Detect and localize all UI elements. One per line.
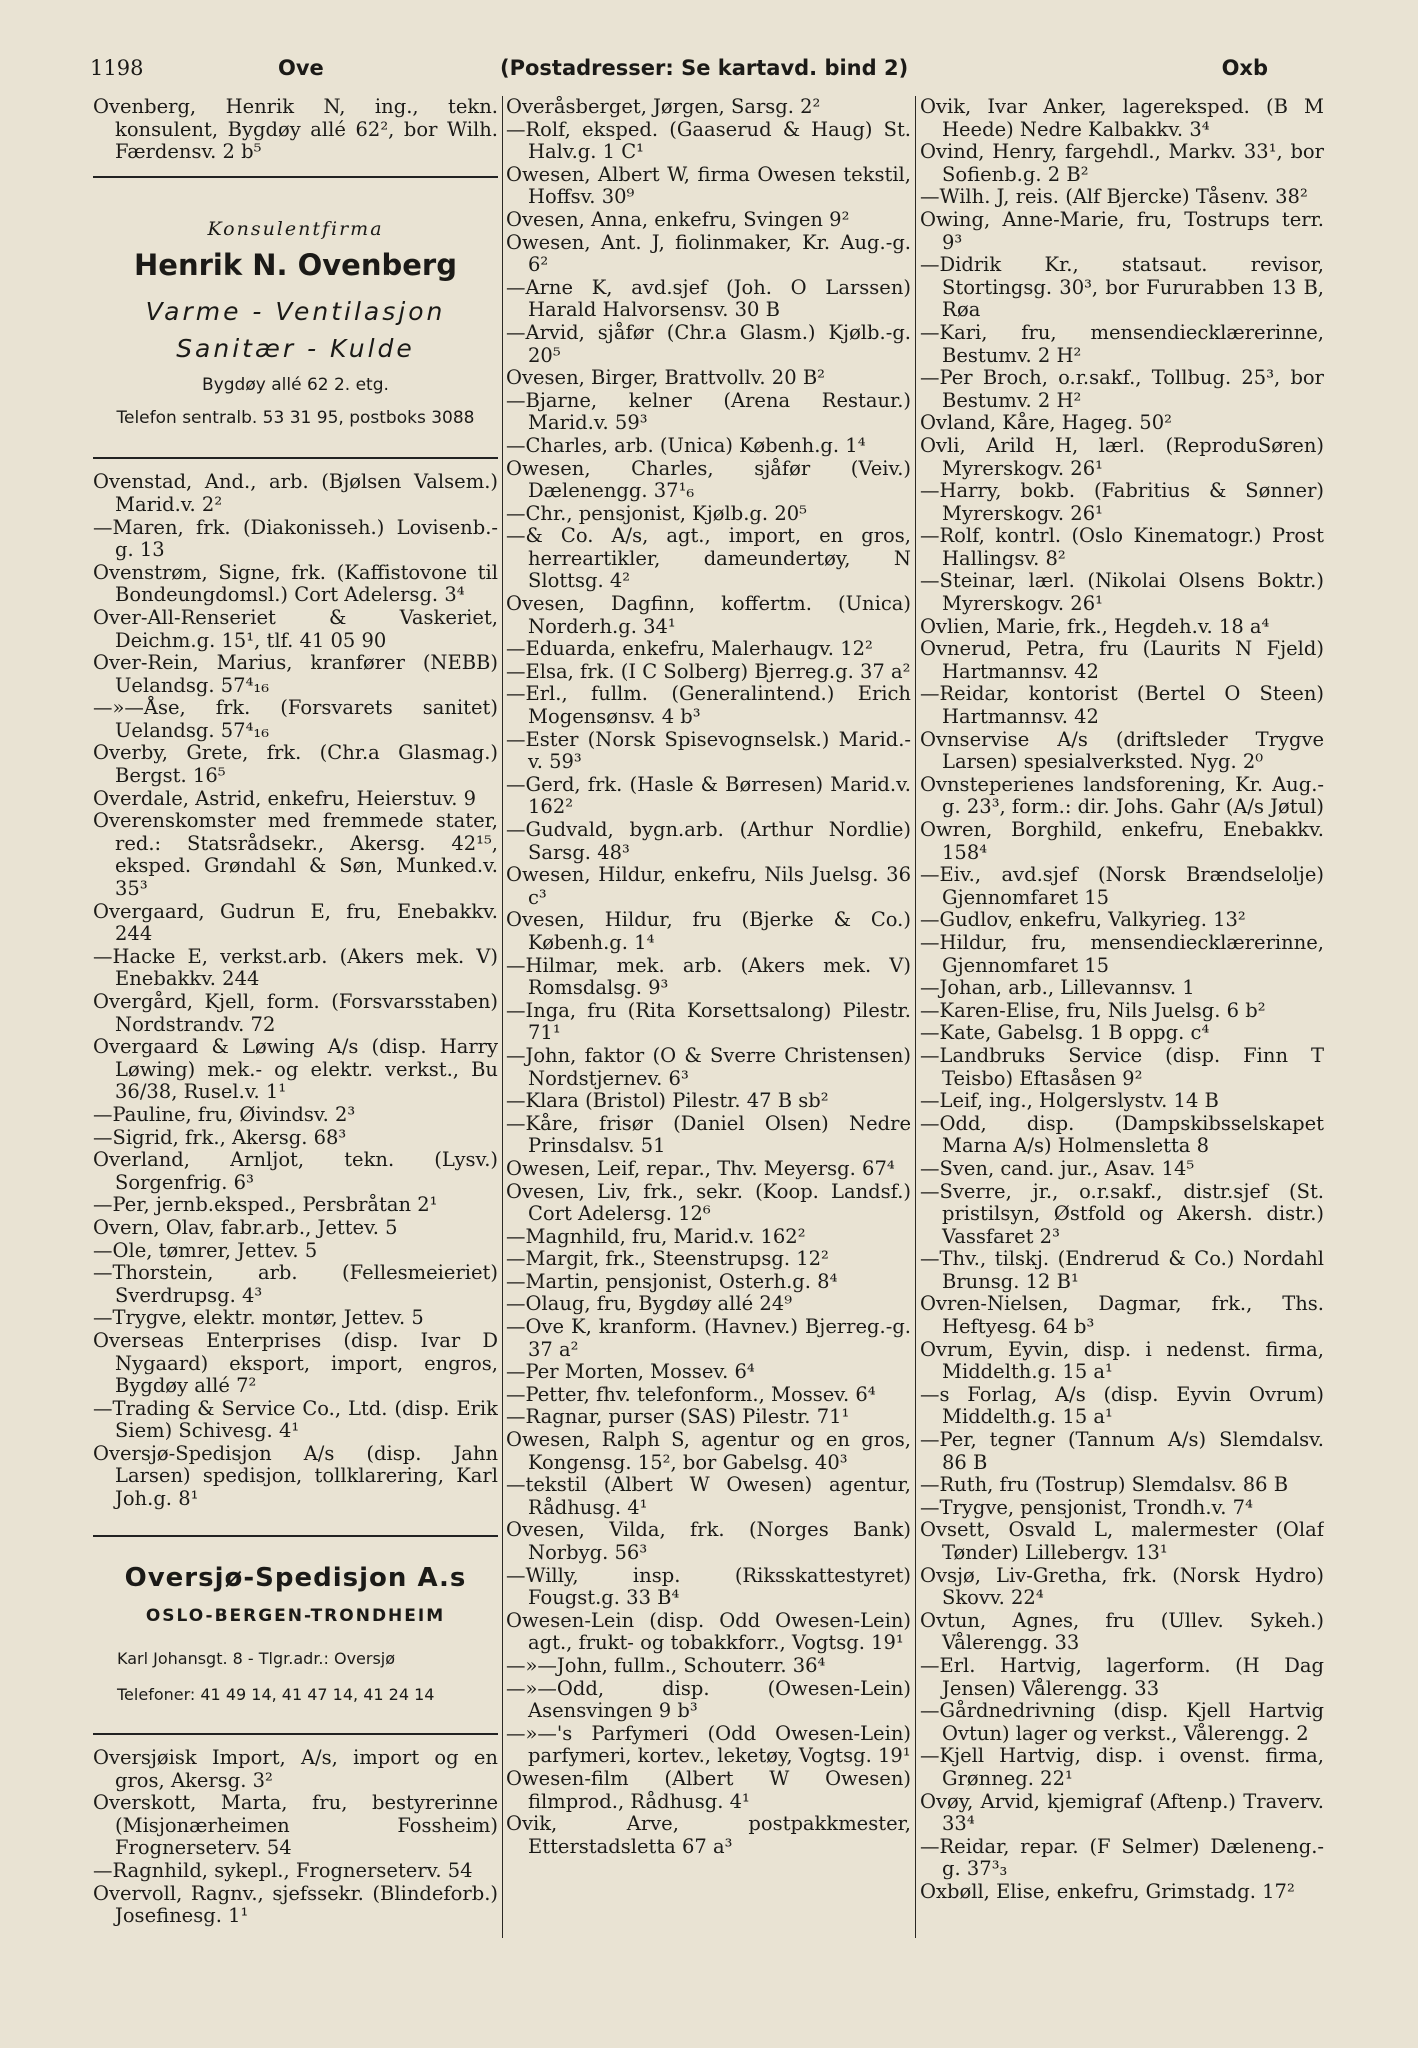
ad-line: Sanitær - Kulde — [176, 333, 415, 363]
ad-phone: Telefon sentralb. 53 31 95, postboks 3088 — [116, 407, 475, 428]
directory-entry: —Arne K, avd.sjef (Joh. O Larssen) Harald Halvorsensv. 30 B — [506, 275, 911, 322]
column-divider — [915, 96, 916, 1938]
directory-entry: —Pauline, fru, Øivindsv. 2³ — [93, 1102, 356, 1126]
ad-company-name: Henrik N. Ovenberg — [134, 248, 457, 283]
directory-entry: —Erl. Hartvig, lagerform. (H Dag Jensen) Vålerengg. 33 — [920, 1653, 1324, 1700]
directory-entry: —Charles, arb. (Unica) Københ.g. 1⁴ — [506, 433, 866, 457]
directory-entry: —Thorstein, arb. (Fellesmeieriet) Sverdrupsg. 4³ — [93, 1261, 498, 1307]
directory-entry: Owesen, Albert W, firma Owesen tekstil, Hoffsv. 30⁹ — [506, 162, 911, 209]
divider — [93, 457, 498, 459]
directory-entry: —Rolf, kontrl. (Oslo Kinematogr.) Prost Hallingsv. 8² — [920, 524, 1324, 570]
directory-entry: —Eiv., avd.sjef (Norsk Brændselolje) Gjennomfaret 15 — [920, 863, 1324, 909]
guide-word-right: Oxb — [1221, 56, 1268, 80]
directory-entry: —Steinar, lærl. (Nikolai Olsens Boktr.) Myrerskogv. 26¹ — [920, 569, 1324, 616]
directory-entry: —Hacke E, verkst.arb. (Akers mek. V) Enebakkv. 244 — [93, 944, 498, 991]
directory-entry: —Ragnar, purser (SAS) Pilestr. 71¹ — [506, 1405, 850, 1429]
column-divider — [502, 96, 503, 1938]
directory-entry: Owesen, Hildur, enkefru, Nils Juelsg. 36 c³ — [506, 863, 911, 909]
directory-entry: Ovesen, Hildur, fru (Bjerke & Co.) Københ.g. 1⁴ — [506, 908, 911, 954]
ad-cities: OSLO-BERGEN-TRONDHEIM — [145, 1606, 446, 1627]
ad-phone: Telefoner: 41 49 14, 41 47 14, 41 24 14 — [117, 1685, 435, 1705]
directory-entry: —Karen-Elise, fru, Nils Juelsg. 6 b² — [920, 998, 1266, 1022]
directory-entry: Overseas Enterprises (disp. Ivar D Nygaard) eksport, import, engros, Bygdøy allé 7² — [93, 1328, 498, 1398]
divider — [93, 176, 498, 178]
directory-entry: —Thv., tilskj. (Endrerud & Co.) Nordahl Brunsg. 12 B¹ — [920, 1247, 1324, 1293]
directory-entry: Ovnsteperienes landsforening, Kr. Aug.-g. 23³, form.: dir. Johs. Gahr (A/s Jøtul) — [920, 772, 1324, 819]
header-note: (Postadresser: Se kartavd. bind 2) — [500, 56, 909, 80]
directory-entry: Owren, Borghild, enkefru, Enebakkv. 158⁴ — [920, 818, 1324, 864]
column-2 — [506, 96, 911, 1938]
directory-entry: —Ragnhild, sykepl., Frognerseterv. 54 — [93, 1859, 473, 1882]
ad-company-name: Oversjø-Spedisjon A.s — [124, 1562, 467, 1593]
directory-entry: Ovlien, Marie, frk., Hegdeh.v. 18 a⁴ — [920, 614, 1270, 638]
directory-entry: Ovøy, Arvid, kjemigraf (Aftenp.) Traverv. 33⁴ — [920, 1789, 1324, 1836]
directory-entry: Ovesen, Anna, enkefru, Svingen 9² — [506, 207, 850, 231]
directory-entry: —Ester (Norsk Spisevognselsk.) Marid.-v. 59³ — [506, 727, 911, 774]
page-header — [90, 56, 1328, 86]
directory-entry: Overn, Olav, fabr.arb., Jettev. 5 — [93, 1215, 398, 1239]
directory-entry: —Klara (Bristol) Pilestr. 47 B sb² — [506, 1089, 829, 1113]
directory-entry: —Gerd, frk. (Hasle & Børresen) Marid.v. 162² — [506, 772, 911, 819]
directory-entry: Ovesen, Dagfinn, koffertm. (Unica) Norderh.g. 34¹ — [506, 592, 911, 638]
ad-line: Konsulentfirma — [207, 217, 384, 240]
directory-entry: Ovnservise A/s (driftsleder Trygve Larsen) spesialverksted. Nyg. 2⁰ — [920, 727, 1324, 774]
directory-entry: —Trading & Service Co., Ltd. (disp. Erik Siem) Schivesg. 4¹ — [93, 1396, 498, 1443]
directory-entry: —John, faktor (O & Sverre Christensen) Nordstjernev. 6³ — [506, 1043, 911, 1090]
directory-entry: Oxbøll, Elise, enkefru, Grimstadg. 17² — [920, 1879, 1295, 1903]
directory-entry: —Trygve, elektr. montør, Jettev. 5 — [93, 1306, 424, 1330]
directory-entry: Oversjø-Spedisjon A/s (disp. Jahn Larsen) spedisjon, tollklarering, Karl Joh.g. 8¹ — [93, 1441, 498, 1511]
page-number: 1198 — [90, 56, 144, 80]
directory-entry: —Ole, tømrer, Jettev. 5 — [93, 1238, 318, 1262]
directory-entry: Overdale, Astrid, enkefru, Heierstuv. 9 — [93, 786, 477, 810]
directory-entry: —Kåre, frisør (Daniel Olsen) Nedre Prinsdalsv. 51 — [506, 1111, 911, 1158]
directory-entry: Over-Rein, Marius, kranfører (NEBB) Uelandsg. 57⁴₁₆ — [93, 651, 498, 697]
directory-entry: Owesen, Ralph S, agentur og en gros, Kongensg. 15², bor Gabelsg. 40³ — [506, 1428, 911, 1474]
directory-entry: —Rolf, eksped. (Gaaserud & Haug) St. Halv.g. 1 C¹ — [506, 117, 911, 164]
advertisement-oversjo — [93, 1549, 498, 1721]
directory-entry: Overby, Grete, frk. (Chr.a Glasmag.) Bergst. 16⁵ — [93, 741, 498, 788]
directory-entry: —Elsa, frk. (I C Solberg) Bjerreg.g. 37 a² — [506, 659, 911, 683]
directory-entry: Overenskomster med fremmede stater, red.: Statsrådsekr., Akersg. 42¹⁵, eksped. Grøndahl & Søn, Munked.v. 35³ — [93, 809, 498, 901]
directory-entry: —Landbruks Service (disp. Finn T Teisbo) Eftasåsen 9² — [920, 1043, 1324, 1090]
directory-entry: —Arvid, sjåfør (Chr.a Glasm.) Kjølb.-g. 20⁵ — [506, 320, 911, 367]
directory-entry: Ovenstrøm, Signe, frk. (Kaffistovone til Bondeungdomsl.) Cort Adelersg. 3⁴ — [93, 560, 498, 607]
directory-entry: —Margit, frk., Steenstrupsg. 12² — [506, 1247, 829, 1271]
directory-entry: —Per Morten, Mossev. 6⁴ — [506, 1360, 755, 1384]
directory-entry: Owesen, Leif, repar., Thv. Meyersg. 67⁴ — [506, 1156, 895, 1180]
directory-entry: —Gudlov, enkefru, Valkyrieg. 13² — [920, 908, 1246, 932]
directory-entry: —Wilh. J, reis. (Alf Bjercke) Tåsenv. 38² — [920, 185, 1308, 209]
directory-entry: —Reidar, repar. (F Selmer) Dæleneng.-g. 37³₃ — [920, 1834, 1324, 1881]
advertisement-ovenberg — [93, 190, 498, 446]
directory-entry: Ovsett, Osvald L, malermester (Olaf Tønder) Lillebergv. 13¹ — [920, 1518, 1324, 1564]
directory-entry: Ovsjø, Liv-Gretha, frk. (Norsk Hydro) Skovv. 22⁴ — [920, 1563, 1324, 1610]
directory-entry: —Gudvald, bygn.arb. (Arthur Nordlie) Sarsg. 48³ — [506, 818, 911, 864]
directory-entry: Ovland, Kåre, Hageg. 50² — [920, 411, 1172, 435]
directory-entry: —Petter, fhv. telefonform., Mossev. 6⁴ — [506, 1382, 876, 1406]
directory-entry: —Ruth, fru (Tostrup) Slemdalsv. 86 B — [920, 1473, 1289, 1497]
directory-entry: —tekstil (Albert W Owesen) agentur, Rådhusg. 4¹ — [506, 1473, 911, 1519]
directory-entry: Overland, Arnljot, tekn. (Lysv.) Sorgenfrig. 6³ — [93, 1148, 498, 1194]
directory-entry: Over-All-Renseriet & Vaskeriet, Deichm.g. 15¹, tlf. 41 05 90 — [93, 605, 498, 652]
directory-entry: —Leif, ing., Holgerslystv. 14 B — [920, 1089, 1219, 1113]
directory-entry: —Erl., fullm. (Generalintend.) Erich Mogensønsv. 4 b³ — [506, 682, 911, 729]
directory-entry: —Martin, pensjonist, Osterh.g. 8⁴ — [506, 1269, 838, 1293]
directory-entry: —Didrik Kr., statsaut. revisor, Stortingsg. 30³, bor Fururabben 13 B, Røa — [920, 253, 1324, 322]
directory-entry: Ovrum, Eyvin, disp. i nedenst. firma, Middelth.g. 15 a¹ — [920, 1337, 1324, 1384]
directory-entry: —Per, tegner (Tannum A/s) Slemdalsv. 86 B — [920, 1428, 1324, 1474]
directory-entry: Ovesen, Liv, frk., sekr. (Koop. Landsf.) Cort Adelersg. 12⁶ — [506, 1179, 911, 1226]
directory-entry: —Bjarne, kelner (Arena Restaur.) Marid.v. 59³ — [506, 388, 911, 435]
directory-entry: —Gårdnedrivning (disp. Kjell Hartvig Ovtun) lager og verkst., Vålerengg. 2 — [920, 1699, 1324, 1745]
directory-entry: Overgaard, Gudrun E, fru, Enebakkv. 244 — [93, 899, 498, 946]
directory-entry: —Kari, fru, mensendiecklærerinne, Bestumv. 2 H² — [920, 320, 1324, 367]
directory-entry: Overgaard & Løwing A/s (disp. Harry Løwing) mek.- og elektr. verkst., Bu 36/38, Rusel.v. 1¹ — [93, 1035, 498, 1104]
directory-entry: Overgård, Kjell, form. (Forsvarsstaben) Nordstrandv. 72 — [93, 990, 498, 1036]
directory-entry: —Per Broch, o.r.sakf., Tollbug. 25³, bor Bestumv. 2 H² — [920, 366, 1324, 412]
directory-entry: Ovenberg, Henrik N, ing., tekn. konsulent, Bygdøy allé 62², bor Wilh. Færdensv. 2 b⁵ — [93, 96, 498, 164]
directory-entry: —Sven, cand. jur., Asav. 14⁵ — [920, 1156, 1195, 1180]
directory-entry: —Ove K, kranform. (Havnev.) Bjerreg.-g. 37 a² — [506, 1315, 911, 1361]
directory-entry: Ovenstad, And., arb. (Bjølsen Valsem.) Marid.v. 2² — [93, 470, 498, 516]
ad-address: Karl Johansgt. 8 - Tlgr.adr.: Oversjø — [117, 1648, 396, 1668]
directory-entry: Owesen-film (Albert W Owesen) filmprod., Rådhusg. 4¹ — [506, 1766, 911, 1813]
directory-entry: —»—John, fullm., Schouterr. 36⁴ — [506, 1653, 826, 1677]
directory-entry: —Odd, disp. (Dampskibsselskapet Marna A/s) Holmensletta 8 — [920, 1111, 1324, 1158]
directory-entry: —Sigrid, frk., Akersg. 68³ — [93, 1125, 347, 1149]
directory-entry: Owesen-Lein (disp. Odd Owesen-Lein) agt., frukt- og tobakkforr., Vogtsg. 19¹ — [506, 1608, 911, 1655]
column-1 — [93, 96, 498, 1938]
ad-line: Varme - Ventilasjon — [145, 296, 446, 326]
directory-entry: Ovik, Ivar Anker, lagereksped. (B M Heede) Nedre Kalbakkv. 3⁴ — [920, 96, 1324, 141]
directory-entry: —Hilmar, mek. arb. (Akers mek. V) Romsdalsg. 9³ — [506, 953, 911, 1000]
directory-entry: —Kjell Hartvig, disp. i ovenst. firma, Grønneg. 22¹ — [920, 1744, 1324, 1790]
directory-entry: Oversjøisk Import, A/s, import og en gros, Akersg. 3² — [93, 1746, 498, 1792]
directory-entry: Ovesen, Vilda, frk. (Norges Bank) Norbyg. 56³ — [506, 1518, 911, 1564]
directory-entry: —& Co. A/s, agt., import, en gros, herreartikler, dameundertøy, N Slottsg. 4² — [506, 524, 911, 593]
divider — [93, 1535, 498, 1537]
directory-entry: Ovli, Arild H, lærl. (ReproduSøren) Myrerskogv. 26¹ — [920, 433, 1324, 480]
directory-entry: Owing, Anne-Marie, fru, Tostrups terr. 9³ — [920, 207, 1324, 254]
divider — [93, 1733, 498, 1735]
column-3 — [920, 96, 1324, 1938]
directory-entry: —Trygve, pensjonist, Trondh.v. 7⁴ — [920, 1495, 1253, 1519]
directory-entry: —»—Åse, frk. (Forsvarets sanitet) Uelandsg. 57⁴₁₆ — [93, 696, 498, 742]
directory-entry: —Eduarda, enkefru, Malerhaugv. 12² — [506, 637, 873, 661]
directory-entry: Ovesen, Birger, Brattvollv. 20 B² — [506, 366, 825, 390]
directory-entry: Owesen, Ant. J, fiolinmaker, Kr. Aug.-g. 6² — [506, 230, 911, 277]
directory-entry: Ovik, Arve, postpakkmester, Etterstadsletta 67 a³ — [506, 1812, 911, 1858]
ad-address: Bygdøy allé 62 2. etg. — [202, 375, 389, 396]
directory-entry: —»—'s Parfymeri (Odd Owesen-Lein) parfymeri, kortev., leketøy, Vogtsg. 19¹ — [506, 1721, 911, 1768]
directory-entry: —Olaug, fru, Bygdøy allé 24⁹ — [506, 1292, 793, 1316]
directory-entry: —Harry, bokb. (Fabritius & Sønner) Myrerskogv. 26¹ — [920, 479, 1324, 525]
directory-entry: —Reidar, kontorist (Bertel O Steen) Hartmannsv. 42 — [920, 682, 1324, 729]
directory-entry: Overskott, Marta, fru, bestyrerinne (Misjonærheimen Fossheim) Frognerseterv. 54 — [93, 1791, 498, 1860]
directory-entry: —Chr., pensjonist, Kjølb.g. 20⁵ — [506, 501, 807, 525]
directory-entry: Owesen, Charles, sjåfør (Veiv.) Dælenengg. 37¹₆ — [506, 456, 911, 503]
directory-entry: —Maren, frk. (Diakonisseh.) Lovisenb.-g. 13 — [93, 515, 498, 562]
directory-entry: —Hildur, fru, mensendiecklærerinne, Gjennomfaret 15 — [920, 930, 1324, 977]
directory-entry: —Willy, insp. (Riksskattestyret) Fougst.g. 33 B⁴ — [506, 1563, 911, 1610]
guide-word-left: Ove — [278, 56, 324, 80]
directory-entry: —»—Odd, disp. (Owesen-Lein) Asensvingen 9 b³ — [506, 1676, 911, 1723]
directory-entry: Ovnerud, Petra, fru (Laurits N Fjeld) Hartmannsv. 42 — [920, 637, 1324, 683]
directory-entry: —Per, jernb.eksped., Persbråtan 2¹ — [93, 1193, 438, 1217]
directory-entry: Overvoll, Ragnv., sjefssekr. (Blindeforb.) Josefinesg. 1¹ — [93, 1881, 498, 1928]
directory-entry: Ovind, Henry, fargehdl., Markv. 33¹, bor Sofienb.g. 2 B² — [920, 140, 1324, 186]
directory-entry: —Kate, Gabelsg. 1 B oppg. c⁴ — [920, 1021, 1210, 1045]
directory-entry: Ovtun, Agnes, fru (Ullev. Sykeh.) Vålerengg. 33 — [920, 1608, 1324, 1655]
directory-entry: Overåsberget, Jørgen, Sarsg. 2² — [506, 96, 821, 118]
directory-entry: —s Forlag, A/s (disp. Eyvin Ovrum) Middelth.g. 15 a¹ — [920, 1382, 1324, 1429]
directory-entry: Ovren-Nielsen, Dagmar, frk., Ths. Heftyesg. 64 b³ — [920, 1292, 1324, 1339]
directory-entry: —Inga, fru (Rita Korsettsalong) Pilestr. 71¹ — [506, 998, 911, 1045]
directory-entry: —Magnhild, fru, Marid.v. 162² — [506, 1224, 806, 1248]
directory-entry: —Sverre, jr., o.r.sakf., distr.sjef (St. pristilsyn, Østfold og Akersh. distr.) Vassfaret 2³ — [920, 1179, 1324, 1248]
directory-entry: —Johan, arb., Lillevannsv. 1 — [920, 976, 1195, 1000]
